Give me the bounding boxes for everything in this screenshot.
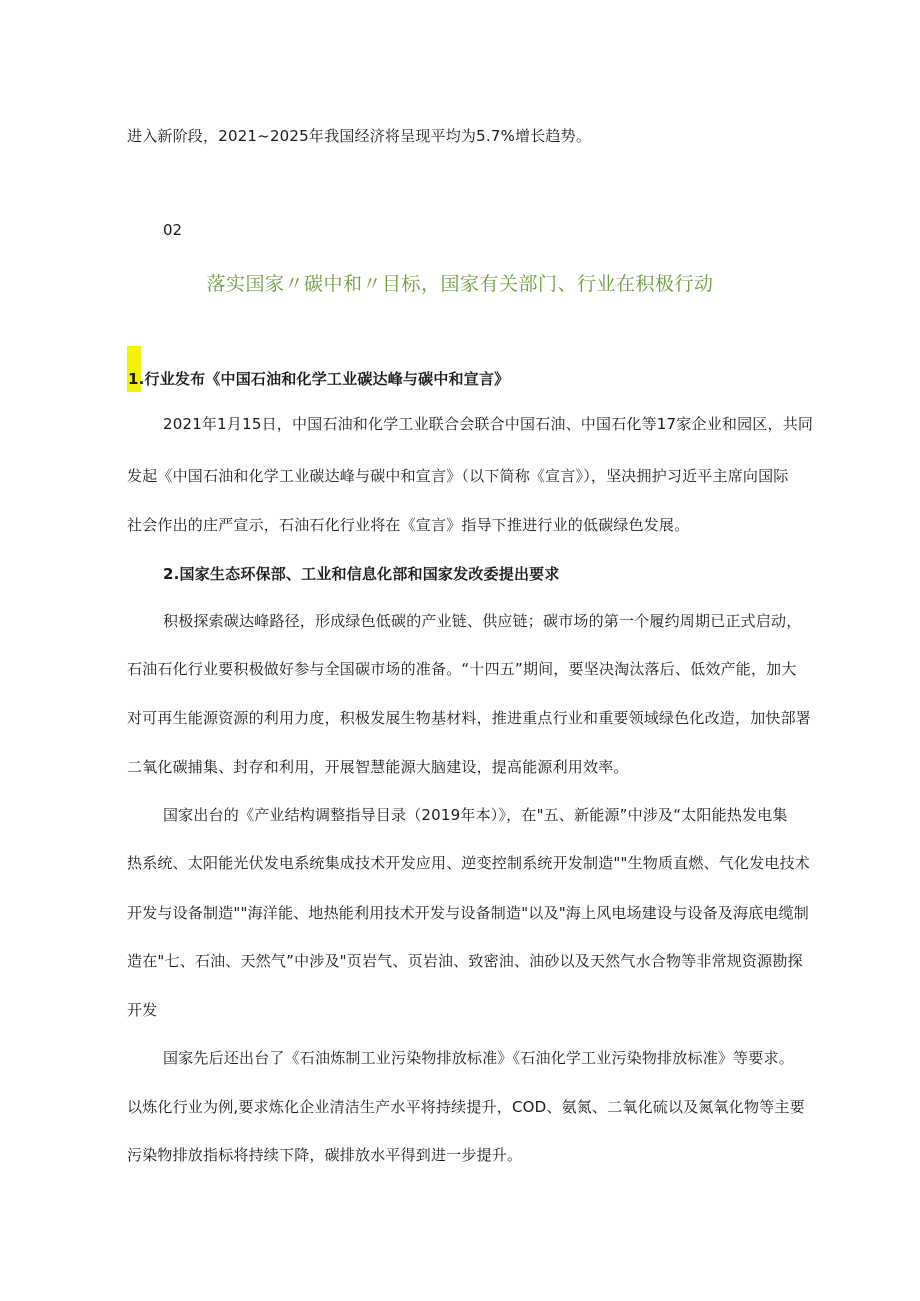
paragraph-line: 发起《中国石油和化学工业碳达峰与碳中和宣言》（以下简称《宣言》），坚决拥护习近平主席向国际 (127, 467, 789, 485)
section-number: 02 (163, 221, 183, 239)
heading-1: 1.行业发布《中国石油和化学工业碳达峰与碳中和宣言》 (128, 370, 510, 388)
paragraph-line: 开发 (127, 1001, 158, 1019)
paragraph-line: 二氧化碳捕集、封存和利用，开展智慧能源大脑建设，提高能源利用效率。 (127, 758, 629, 776)
paragraph-line: 国家先后还出台了《石油炼制工业污染物排放标准》《石油化学工业污染物排放标准》等要求。 (163, 1049, 794, 1067)
paragraph-line: 国家出台的《产业结构调整指导目录（2019年本）》，在"五、新能源”中涉及“太阳能热发电集 (163, 806, 788, 824)
section-title: 落实国家〃碳中和〃目标，国家有关部门、行业在积极行动 (206, 273, 714, 295)
paragraph-line: 2021年1月15日，中国石油和化学工业联合会联合中国石油、中国石化等17家企业和园区，共同 (163, 415, 814, 433)
paragraph-line: 热系统、太阳能光伏发电系统集成技术开发应用、逆变控制系统开发制造""生物质直燃、气化发电技术 (127, 854, 811, 872)
paragraph-line: 开发与设备制造""海洋能、地热能利用技术开发与设备制造"以及"海上风电场建设与设备及海底电缆制 (127, 904, 810, 922)
heading-2: 2.国家生态环保部、工业和信息化部和国家发改委提出要求 (163, 565, 560, 583)
intro-line: 进入新阶段，2021~2025年我国经济将呈现平均为5.7%增长趋势。 (127, 127, 592, 145)
paragraph-line: 积极探索碳达峰路径，形成绿色低碳的产业链、供应链；碳市场的第一个履约周期已正式启动， (163, 612, 802, 630)
paragraph-line: 石油石化行业要积极做好参与全国碳市场的准备。“十四五”期间，要坚决淘汰落后、低效产能，加大 (127, 660, 797, 678)
paragraph-line: 造在"七、石油、天然气”中涉及"页岩气、页岩油、致密油、油砂以及天然气水合物等非常规资源勘探 (127, 952, 803, 970)
paragraph-line: 对可再生能源资源的利用力度，积极发展生物基材料，推进重点行业和重要领域绿色化改造，加快部署 (127, 709, 812, 727)
paragraph-line: 以炼化行业为例,要求炼化企业清洁生产水平将持续提升，COD、氨氮、二氧化硫以及氮氧化物等主要 (127, 1098, 805, 1116)
paragraph-line: 社会作出的庄严宣示，石油石化行业将在《宣言》指导下推进行业的低碳绿色发展。 (127, 516, 690, 534)
paragraph-line: 污染物排放指标将持续下降，碳排放水平得到进一步提升。 (127, 1146, 523, 1164)
